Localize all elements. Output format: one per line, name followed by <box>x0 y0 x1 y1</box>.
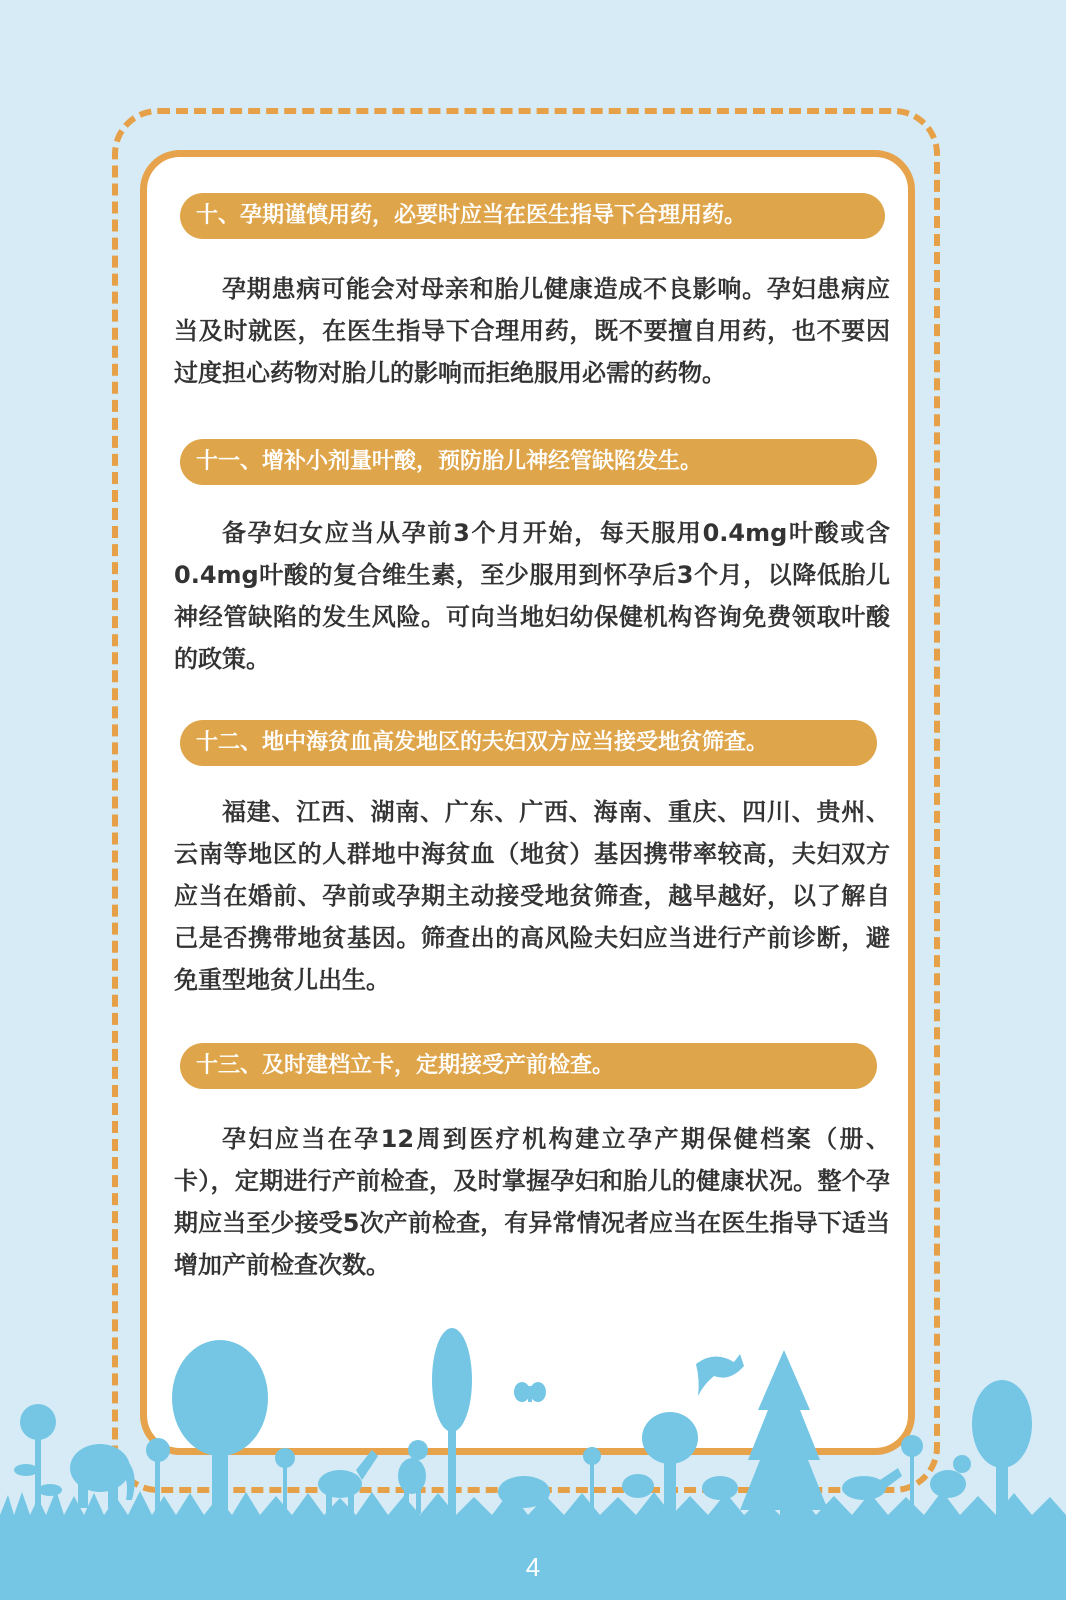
tree-icon <box>172 1340 268 1518</box>
page-number: 4 <box>525 1552 541 1582</box>
animal-icon <box>622 1474 738 1500</box>
animal-icon <box>930 1455 971 1498</box>
section-title-12: 十二、地中海贫血高发地区的夫妇双方应当接受地贫筛查。 <box>180 720 877 766</box>
section-title-11: 十一、增补小剂量叶酸，预防胎儿神经管缺陷发生。 <box>180 439 877 485</box>
pine-tree-icon <box>740 1350 828 1517</box>
bird-icon <box>696 1354 744 1396</box>
section-title-13: 十三、及时建档立卡，定期接受产前检查。 <box>180 1043 877 1089</box>
section-body-10: 孕期患病可能会对母亲和胎儿健康造成不良影响。孕妇患病应当及时就医，在医生指导下合理用药，既不要擅自用药，也不要因过度担心药物对胎儿的影响而拒绝服用必需的药物。 <box>174 275 890 387</box>
elephant-icon <box>70 1444 135 1508</box>
animal-icon <box>842 1468 902 1500</box>
section-body-12: 福建、江西、湖南、广东、广西、海南、重庆、四川、贵州、云南等地区的人群地中海贫血（地贫）基因携带率较高，夫妇双方应当在婚前、孕前或孕期主动接受地贫筛查，越早越好，以了解自己是否携带地贫基因。筛查出的高风险夫妇应当进行产前诊断，避免重型地贫儿出生。 <box>174 798 890 994</box>
section-body-11: 备孕妇女应当从孕前3个月开始，每天服用0.4mg叶酸或含0.4mg叶酸的复合维生素，至少服用到怀孕后3个月，以降低胎儿神经管缺陷的发生风险。可向当地妇幼保健机构咨询免费领取叶酸的政策。 <box>174 519 890 673</box>
tree-icon <box>972 1380 1032 1518</box>
section-body-13: 孕妇应当在孕12周到医疗机构建立孕产期保健档案（册、卡），定期进行产前检查，及时掌握孕妇和胎儿的健康状况。整个孕期应当至少接受5次产前检查，有异常情况者应当在医生指导下适当增加产前检查次数。 <box>174 1125 890 1279</box>
butterfly-icon <box>514 1382 546 1402</box>
section-title-10: 十、孕期谨慎用药，必要时应当在医生指导下合理用药。 <box>180 193 885 239</box>
tree-icon <box>432 1328 472 1516</box>
